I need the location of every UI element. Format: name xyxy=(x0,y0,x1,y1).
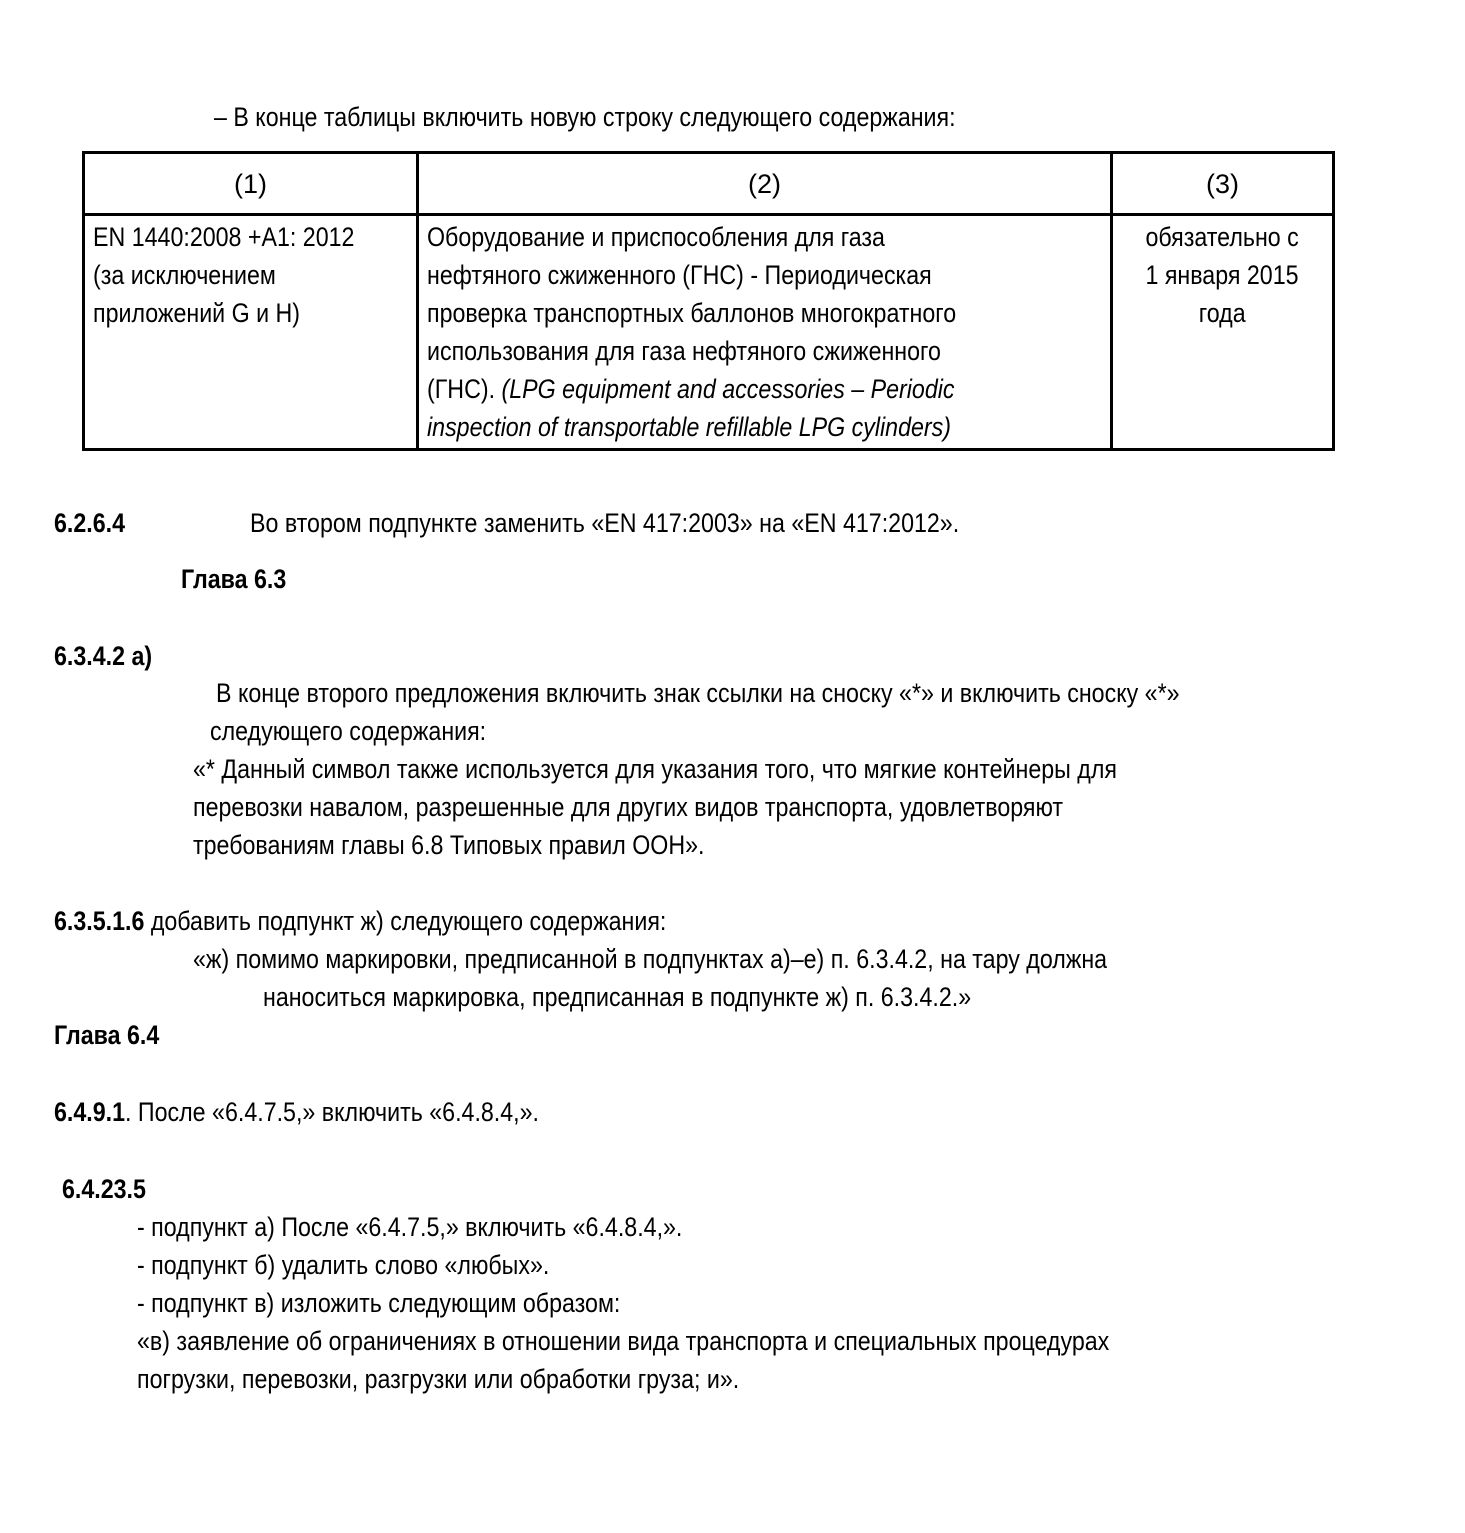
table-header-cell: (3) xyxy=(1112,153,1334,215)
title-line-mixed xyxy=(427,370,955,408)
standard-exclusion-annexes: приложений G и H) xyxy=(93,298,301,328)
title-plain-part: (ГНС). xyxy=(427,374,502,404)
section-6-2-6-4-text: Во втором подпункте заменить «EN 417:2003» на «EN 417:2012». xyxy=(250,508,960,538)
table-header-cell: (2) xyxy=(418,153,1112,215)
intro-line: – В конце таблицы включить новую строку следующего содержания: xyxy=(214,102,956,132)
section-6-3-5-1-6-number: 6.3.5.1.6 xyxy=(54,906,145,936)
title-line: Оборудование и приспособления для газа xyxy=(427,222,885,252)
subitem-v-quote-line: погрузки, перевозки, разгрузки или обработки груза; и». xyxy=(137,1364,740,1394)
list-item: - подпункт в) изложить следующим образом: xyxy=(137,1288,621,1318)
table-row xyxy=(84,215,1334,450)
list-item: - подпункт а) После «6.4.7.5,» включить «6.4.8.4,». xyxy=(137,1212,683,1242)
section-6-4-9-1-number: 6.4.9.1 xyxy=(54,1097,126,1127)
title-cell xyxy=(418,215,1112,450)
section-6-3-4-2-line: следующего содержания: xyxy=(210,716,487,746)
subitem-zh-quote-line: наноситься маркировка, предписанная в подпункте ж) п. 6.3.4.2.» xyxy=(263,982,972,1012)
applicability-cell xyxy=(1112,215,1334,450)
applicability-line: 1 января 2015 xyxy=(1145,260,1300,290)
table-header-row xyxy=(84,153,1334,215)
section-6-2-6-4-number: 6.2.6.4 xyxy=(54,508,126,538)
subitem-zh-quote-line: «ж) помимо маркировки, предписанной в подпунктах а)–е) п. 6.3.4.2, на тару должна xyxy=(193,944,1108,974)
footnote-quote-line: перевозки навалом, разрешенные для других видов транспорта, удовлетворяют xyxy=(193,792,1064,822)
standard-code: EN 1440:2008 +A1: 2012 xyxy=(93,222,355,252)
amendment-table xyxy=(82,151,1335,451)
section-6-4-9-1-text: . После «6.4.7.5,» включить «6.4.8.4,». xyxy=(125,1097,539,1127)
section-6-3-4-2-number: 6.3.4.2 a) xyxy=(54,641,153,671)
footnote-quote-line: «* Данный символ также используется для указания того, что мягкие контейнеры для xyxy=(193,754,1117,784)
title-line: проверка транспортных баллонов многократного xyxy=(427,298,957,328)
standard-cell xyxy=(84,215,418,450)
standard-exclusion: (за исключением xyxy=(93,260,276,290)
title-english-part: (LPG equipment and accessories – Periodic xyxy=(501,374,955,404)
chapter-6-3-heading: Глава 6.3 xyxy=(181,564,287,594)
table-header-cell: (1) xyxy=(84,153,418,215)
title-line: нефтяного сжиженного (ГНС) - Периодическая xyxy=(427,260,932,290)
section-6-3-5-1-6-text: добавить подпункт ж) следующего содержания: xyxy=(144,906,667,936)
chapter-6-4-heading: Глава 6.4 xyxy=(54,1020,160,1050)
applicability-line: года xyxy=(1199,298,1246,328)
subitem-v-quote-line: «в) заявление об ограничениях в отношении вида транспорта и специальных процедурах xyxy=(137,1326,1110,1356)
section-6-3-5-1-6 xyxy=(54,902,766,940)
title-english-line: inspection of transportable refillable LPG cylinders) xyxy=(427,412,952,442)
section-6-3-4-2-line: В конце второго предложения включить знак ссылки на сноску «*» и включить сноску «*» xyxy=(216,678,1180,708)
title-line: использования для газа нефтяного сжиженного xyxy=(427,336,941,366)
section-6-4-9-1 xyxy=(54,1093,618,1131)
footnote-quote-line: требованиям главы 6.8 Типовых правил ООН». xyxy=(193,830,705,860)
section-6-4-23-5-number: 6.4.23.5 xyxy=(62,1174,146,1204)
applicability-line: обязательно с xyxy=(1145,222,1300,252)
list-item: - подпункт б) удалить слово «любых». xyxy=(137,1250,550,1280)
